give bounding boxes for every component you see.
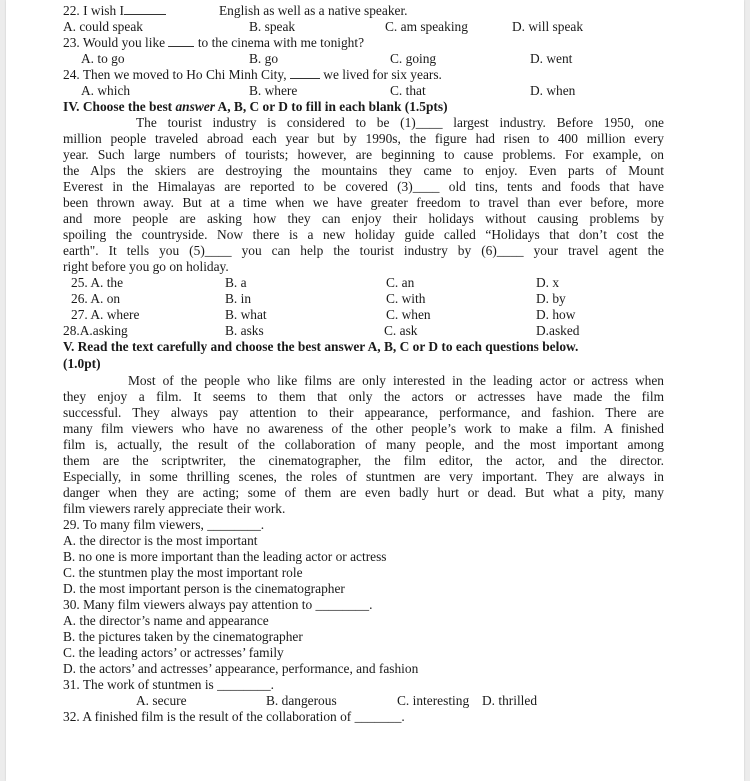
option-28-c: C. ask bbox=[384, 323, 418, 338]
option-23-c: C. going bbox=[390, 51, 437, 66]
section-4-heading bbox=[63, 99, 448, 115]
question-32-stem: 32. A finished film is the result of the collaboration of _______. bbox=[63, 709, 405, 724]
passage-5-line: successful. They always pay attention to their appearance, performance, and fashion. There are bbox=[63, 405, 664, 420]
option-26-a: 26. A. on bbox=[71, 291, 121, 306]
option-26-c: C. with bbox=[386, 291, 426, 306]
option-26-d: D. by bbox=[536, 291, 566, 306]
option-29-d: D. the most important person is the cinematographer bbox=[63, 581, 345, 596]
section-5-heading: V. Read the text carefully and choose the best answer A, B, C or D to each questions below. bbox=[63, 339, 579, 354]
option-26-b: B. in bbox=[225, 291, 252, 306]
question-24-stem bbox=[63, 67, 442, 83]
passage-5-line: Especially, in some thrilling scenes, the roles of stuntmen are very important. They are always in bbox=[63, 469, 664, 484]
passage-4-line: million people traveled abroad each year but by 1990s, the figure had risen to 400 million every bbox=[63, 131, 664, 146]
passage-5-line: danger when they are acting; some of them are even badly hurt or dead. But what a pity, many bbox=[63, 485, 664, 500]
option-30-c: C. the leading actors’ or actresses’ family bbox=[63, 645, 284, 660]
passage-4-line: The tourist industry is considered to be (1)____ largest industry. Before 1950, one bbox=[136, 115, 664, 130]
section-4-heading-italic: answer bbox=[175, 99, 215, 114]
passage-4-line: earth". It tells you (5)____ you can help the tourist industry by (6)____ your travel agent the bbox=[63, 243, 664, 258]
option-24-b: B. where bbox=[249, 83, 298, 98]
passage-5-line: film viewers rarely appreciate their work. bbox=[63, 501, 286, 516]
passage-5-line: film is, actually, the result of the collaboration of many people, and the most important among bbox=[63, 437, 664, 452]
option-23-d: D. went bbox=[530, 51, 573, 66]
question-23-text-after: to the cinema with me tonight? bbox=[197, 35, 365, 50]
option-22-d: D. will speak bbox=[512, 19, 584, 34]
option-31-b: B. dangerous bbox=[266, 693, 337, 708]
passage-4-line: Everest in the Himalayas are reported to be covered (3)____ old tins, tents and foods that have bbox=[63, 179, 664, 194]
answer-blank bbox=[124, 3, 166, 15]
option-24-a: A. which bbox=[81, 83, 131, 98]
passage-4-line: right before you go on holiday. bbox=[63, 259, 229, 274]
question-23-stem bbox=[63, 35, 364, 51]
passage-5-line: many film viewers who have no awareness of the other people’s work to make a film. A finished bbox=[63, 421, 664, 436]
option-27-b: B. what bbox=[225, 307, 267, 322]
option-24-c: C. that bbox=[390, 83, 426, 98]
document-page bbox=[6, 0, 744, 781]
option-25-b: B. a bbox=[225, 275, 247, 290]
passage-5-line: Most of the people who like films are only interested in the leading actor or actress when bbox=[128, 373, 664, 388]
option-30-b: B. the pictures taken by the cinematographer bbox=[63, 629, 303, 644]
answer-blank bbox=[290, 67, 320, 79]
question-30-stem: 30. Many film viewers always pay attention to ________. bbox=[63, 597, 373, 612]
option-23-b: B. go bbox=[249, 51, 279, 66]
option-24-d: D. when bbox=[530, 83, 576, 98]
question-23-text-before: Would you like bbox=[82, 35, 166, 50]
passage-4-line: spoiling the countryside. Now there is a new holiday guide called “Holidays that don’t cost the bbox=[63, 227, 664, 242]
section-5-points: (1.0pt) bbox=[63, 356, 101, 371]
question-22-stem bbox=[63, 3, 166, 19]
option-22-c: C. am speaking bbox=[385, 19, 468, 34]
option-30-a: A. the director’s name and appearance bbox=[63, 613, 269, 628]
option-29-b: B. no one is more important than the leading actor or actress bbox=[63, 549, 387, 564]
option-31-a: A. secure bbox=[136, 693, 187, 708]
passage-4-line: and more people are asking how they can enjoy their holidays without causing problems by bbox=[63, 211, 664, 226]
answer-blank bbox=[168, 35, 194, 47]
passage-5-line: them are the scriptwriter, the cinematographer, the film editor, the actor, and the director. bbox=[63, 453, 664, 468]
section-4-heading-pre: IV. Choose the best bbox=[63, 99, 176, 114]
option-28-b: B. asks bbox=[225, 323, 264, 338]
question-24-text-after: we lived for six years. bbox=[323, 67, 442, 82]
passage-4-line: year. Such large numbers of tourists; however, are beginning to cause problems. For example, on bbox=[63, 147, 664, 162]
question-23-number: 23. bbox=[63, 35, 80, 50]
option-22-a: A. could speak bbox=[63, 19, 143, 34]
passage-5-line: they enjoy a film. It seems to them that only the actors or actresses have made the film bbox=[63, 389, 664, 404]
option-28-d: D.asked bbox=[536, 323, 580, 338]
option-29-c: C. the stuntmen play the most important role bbox=[63, 565, 303, 580]
question-22-number: 22. bbox=[63, 3, 80, 18]
option-27-a: 27. A. where bbox=[71, 307, 140, 322]
option-29-a: A. the director is the most important bbox=[63, 533, 258, 548]
question-31-stem: 31. The work of stuntmen is ________. bbox=[63, 677, 275, 692]
option-27-c: C. when bbox=[386, 307, 431, 322]
question-22-text-before: I wish I bbox=[83, 3, 125, 18]
option-31-d: D. thrilled bbox=[482, 693, 538, 708]
question-22-text-after: English as well as a native speaker. bbox=[219, 3, 408, 18]
question-24-number: 24. bbox=[63, 67, 80, 82]
option-25-c: C. an bbox=[386, 275, 415, 290]
option-22-b: B. speak bbox=[249, 19, 296, 34]
option-25-d: D. x bbox=[536, 275, 560, 290]
passage-4-line: been thrown away. But at a time when we have greater freedom to travel than ever before, more bbox=[63, 195, 664, 210]
option-23-a: A. to go bbox=[81, 51, 125, 66]
option-25-a: 25. A. the bbox=[71, 275, 124, 290]
option-27-d: D. how bbox=[536, 307, 576, 322]
option-31-c: C. interesting bbox=[397, 693, 470, 708]
question-29-stem: 29. To many film viewers, ________. bbox=[63, 517, 265, 532]
option-30-d: D. the actors’ and actresses’ appearance, performance, and fashion bbox=[63, 661, 419, 676]
section-4-heading-post: A, B, C or D to fill in each blank (1.5pts) bbox=[214, 99, 448, 114]
question-24-text-before: Then we moved to Ho Chi Minh City, bbox=[82, 67, 287, 82]
passage-4-line: the Alps the skiers are destroying the mountains they came to enjoy. Even parts of Mount bbox=[63, 163, 664, 178]
option-28-a: 28.A.asking bbox=[63, 323, 128, 338]
